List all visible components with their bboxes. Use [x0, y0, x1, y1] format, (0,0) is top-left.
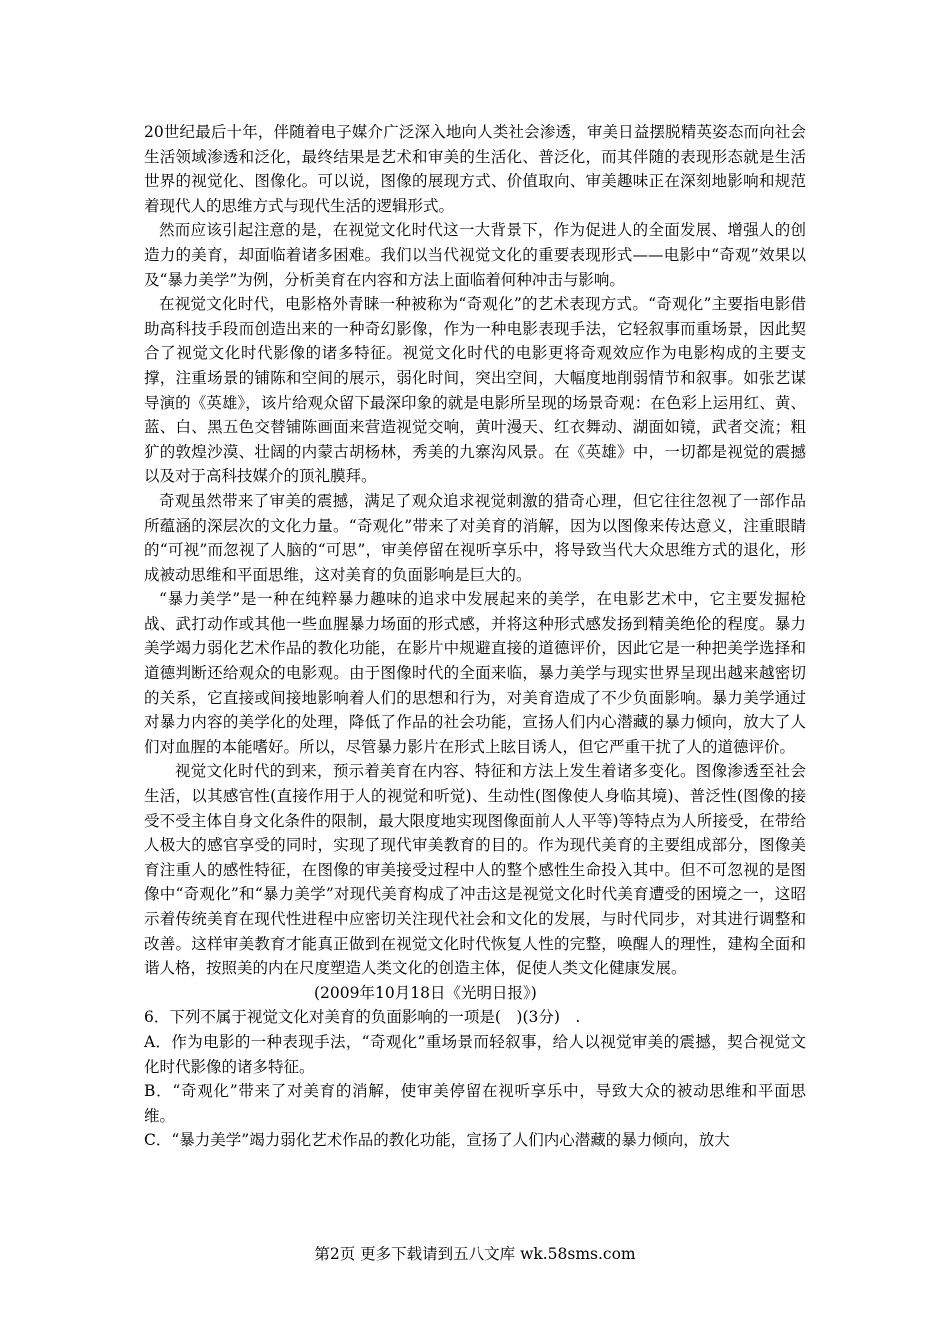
question-option-b: B．“奇观化”带来了对美育的消解，使审美停留在视听享乐中，导致大众的被动思维和平面思维。 — [144, 1082, 806, 1125]
question-option-c: C．“暴力美学”竭力弱化艺术作品的教化功能，宣扬了人们内心潜藏的暴力倾向，放大 — [144, 1131, 730, 1150]
paragraph-spectacle: 在视觉文化时代，电影格外青睐一种被称为“奇观化”的艺术表现方式。“奇观化”主要指电影借助高科技手段而创造出来的一种奇幻影像，作为一种电影表现手法，它轻叙事而重场景，因此契合了视觉文化时代影像的诸多特征。视觉文化时代的电影更将奇观效应作为电影构成的主要支撑，注重场景的铺陈和空间的展示，弱化时间，突出空间，大幅度地削弱情节和叙事。如张艺谋导演的《英雄》，该片给观众留下最深印象的就是电影所呈现的场景奇观：在色彩上运用红、黄、蓝、白、黑五色交替铺陈画面来营造视觉交响，黄叶漫天、红衣舞动、湖面如镜，武者交流；粗犷的敦煌沙漠、壮阔的内蒙古胡杨林，秀美的九寨沟风景。在《英雄》中，一切都是视觉的震撼以及对于高科技媒介的顶礼膜拜。 — [144, 295, 806, 486]
document-body — [144, 120, 806, 1153]
question-option-a: A．作为电影的一种表现手法，“奇观化”重场景而轻叙事，给人以视觉审美的震撼，契合视觉文化时代影像的诸多特征。 — [144, 1032, 806, 1076]
paragraph-spectacle-effects: 奇观虽然带来了审美的震撼，满足了观众追求视觉刺激的猎奇心理，但它往往忽视了一部作品所蕴涵的深层次的文化力量。“奇观化”带来了对美育的消解，因为以图像来传达意义，注重眼睛的“可视”而忽视了人脑的“可思”，审美停留在视听享乐中，将导致当代大众思维方式的退化，形成被动思维和平面思维，这对美育的负面影响是巨大的。 — [144, 491, 806, 584]
page-footer: 第2页 更多下载请到五八文库 wk.58sms.com — [314, 1245, 636, 1263]
paragraph-intro: 20世纪最后十年，伴随着电子媒介广泛深入地向人类社会渗透，审美日益摆脱精英姿态而向社会生活领域渗透和泛化，最终结果是艺术和审美的生活化、普泛化，而其伴随的表现形态就是生活世界的视觉化、图像化。可以说，图像的展现方式、价值取向、审美趣味正在深刻地影响和规范着现代人的思维方式与现代生活的逻辑形式。 — [144, 123, 806, 215]
paragraph-violence-aesthetics: “暴力美学”是一种在纯粹暴力趣味的追求中发展起来的美学，在电影艺术中，它主要发掘枪战、武打动作或其他一些血腥暴力场面的形式感，并将这种形式感发扬到精美绝伦的程度。暴力美学竭力弱化艺术作品的教化功能，在影片中规避直接的道德评价，因此它是一种把美学选择和道德判断还给观众的电影观。由于图像时代的全面来临，暴力美学与现实世界呈现出越来越密切的关系，它直接或间接地影响着人们的思想和行为，对美育造成了不少负面影响。暴力美学通过对暴力内容的美学化的处理，降低了作品的社会功能，宣扬人们内心潜藏的暴力倾向，放大了人们对血腥的本能嗜好。所以，尽管暴力影片在形式上眩目诱人，但它严重干扰了人的道德评价。 — [144, 590, 806, 756]
article-source: (2009年10月18日《光明日报》) — [314, 983, 537, 1002]
paragraph-challenge: 然而应该引起注意的是，在视觉文化时代这一大背景下，作为促进人的全面发展、增强人的创造力的美育，却面临着诸多困难。我们以当代视觉文化的重要表现形式——电影中“奇观”效果以及“暴力美学”为例，分析美育在内容和方法上面临着何种冲击与影响。 — [144, 221, 806, 289]
question-stem: 6．下列不属于视觉文化对美育的负面影响的一项是( )(3分) . — [144, 1008, 581, 1027]
paragraph-conclusion: 视觉文化时代的到来，预示着美育在内容、特征和方法上发生着诸多变化。图像渗透至社会生活，以其感官性(直接作用于人的视觉和听觉)、生动性(图像使人身临其境)、普泛性(图像的接受不受主体自身文化条件的限制，最大限度地实现图像面前人人平等)等特点为人所接受，在带给人极大的感官享受的同时，实现了现代审美教育的目的。作为现代美育的主要组成部分，图像美育注重人的感性特征，在图像的审美接受过程中人的整个感性生命投入其中。但不可忽视的是图像中“奇观化”和“暴力美学”对现代美育构成了冲击这是视觉文化时代美育遭受的困境之一，这昭示着传统美育在现代性进程中应密切关注现代社会和文化的发展，与时代同步，对其进行调整和改善。这样审美教育才能真正做到在视觉文化时代恢复人性的完整，唤醒人的理性，建构全面和谐人格，按照美的内在尺度塑造人类文化的创造主体，促使人类文化健康发展。 — [144, 762, 806, 978]
